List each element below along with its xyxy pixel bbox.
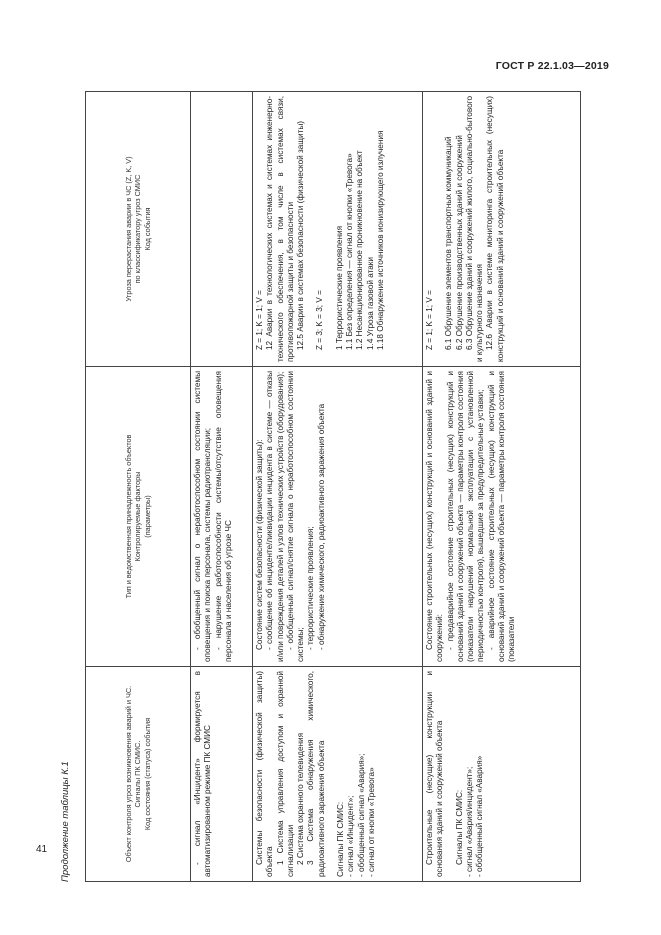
table-header-row [86, 92, 191, 882]
header-object: Объект контроля угроз возникновения аварий и ЧС. Сигналы ПК СМИС. Код состояния (статуса) события [86, 667, 191, 882]
rotated-table-page [61, 92, 581, 882]
table-row [191, 92, 253, 882]
cell-object: Строительные (несущие) конструкции и основания зданий и сооружений объекта Сигналы ПК СМИС: - сигнал «Авария/инцидент»; - обобщенный сигнал «Авария» [423, 667, 581, 882]
cell-threat [191, 92, 253, 367]
cell-threat: Z = 1; K = 1; V = 6.1 Обрушение элементов транспортных коммуникаций 6.2 Обрушение производственных зданий и сооружений 6.3 Обрушение зданий и сооружений жилого, социально-бытового и культурного назначения 12.6 Аварии в системе мониторинга строительных (несущих) конструкций и оснований зданий и сооружений объекта [423, 92, 581, 367]
cell-factors: - обобщенный сигнал о неработоспособном состоянии системы оповещения и поиска персонала, системы радиотрансляции; - нарушение работоспособности системы/отсутствие оповещения персонала и населения об угрозе ЧС [191, 367, 253, 667]
table-caption: Продолжение таблицы К.1 [60, 761, 71, 882]
page-number: 41 [36, 844, 48, 855]
header-threat: Угроза перерастания аварии в ЧС (Z, K, V) по классификатору угроз СМИС Код события [86, 92, 191, 367]
header-type: Тип и ведомственная принадлежность объектов Контролируемые факторы (параметры) [86, 367, 191, 667]
table-row [423, 92, 581, 882]
standard-designation: ГОСТ Р 22.1.03—2019 [495, 60, 609, 72]
cell-object: Системы безопасности (физической защиты) объекта 1 Система управления доступом и охранной сигнализации 2 Система охранного телевидения 3 Система обнаружения химического, радиоактивного заражения объекта Сигналы ПК СМИС: - сигнал «Инцидент»; - обобщенный сигнал «Авария»; - сигнал от кнопки «Тревога» [253, 667, 423, 882]
cell-object: - сигнал «Инцидент» формируется в автоматизированном режиме ПК СМИС [191, 667, 253, 882]
cell-factors: Состояние систем безопасности (физической защиты): - сообщение об инциденте/ликвидации инцидента в системе — отказы и/или повреждения деталей и узлов технических устройств (оборудования); - обобщенный сигнал/снятие сигнала о неработоспособном состоянии системы; - террористические проявления; - обнаружение химического, радиоактивного заражения объекта [253, 367, 423, 667]
cell-factors: Состояние строительных (несущих) конструкций и оснований зданий и сооружений: - предаварийное состояние строительных (несущих) конструкций и оснований зданий и сооружений объекта — параметры контроля состояния (показатели нарушений нормальной эксплуатации с установленной периодичностью контроля), вышедшие за предупредительные уставки; - аварийное состояние строительных (несущих) конструкций и оснований зданий и сооружений объекта — параметры контроля состояния (показатели [423, 367, 581, 667]
cell-threat: Z = 1; K = 1; V = 12 Аварии в технологических системах и системах инженерно-технического обеспечения, в том числе в системах связи, противопожарной защиты и безопасности 12.5 Аварии в системах безопасности (физической защиты) Z = 3; K = 3; V = 1 Террористические проявления 1.1 Без определения — сигнал от кнопки «Тревога» 1.2 Несанкционированное проникновение на объект 1.4 Угроза газовой атаки 1.18 Обнаружение источников ионизирующего излучения [253, 92, 423, 367]
incident-table [85, 91, 581, 882]
table-row [253, 92, 423, 882]
